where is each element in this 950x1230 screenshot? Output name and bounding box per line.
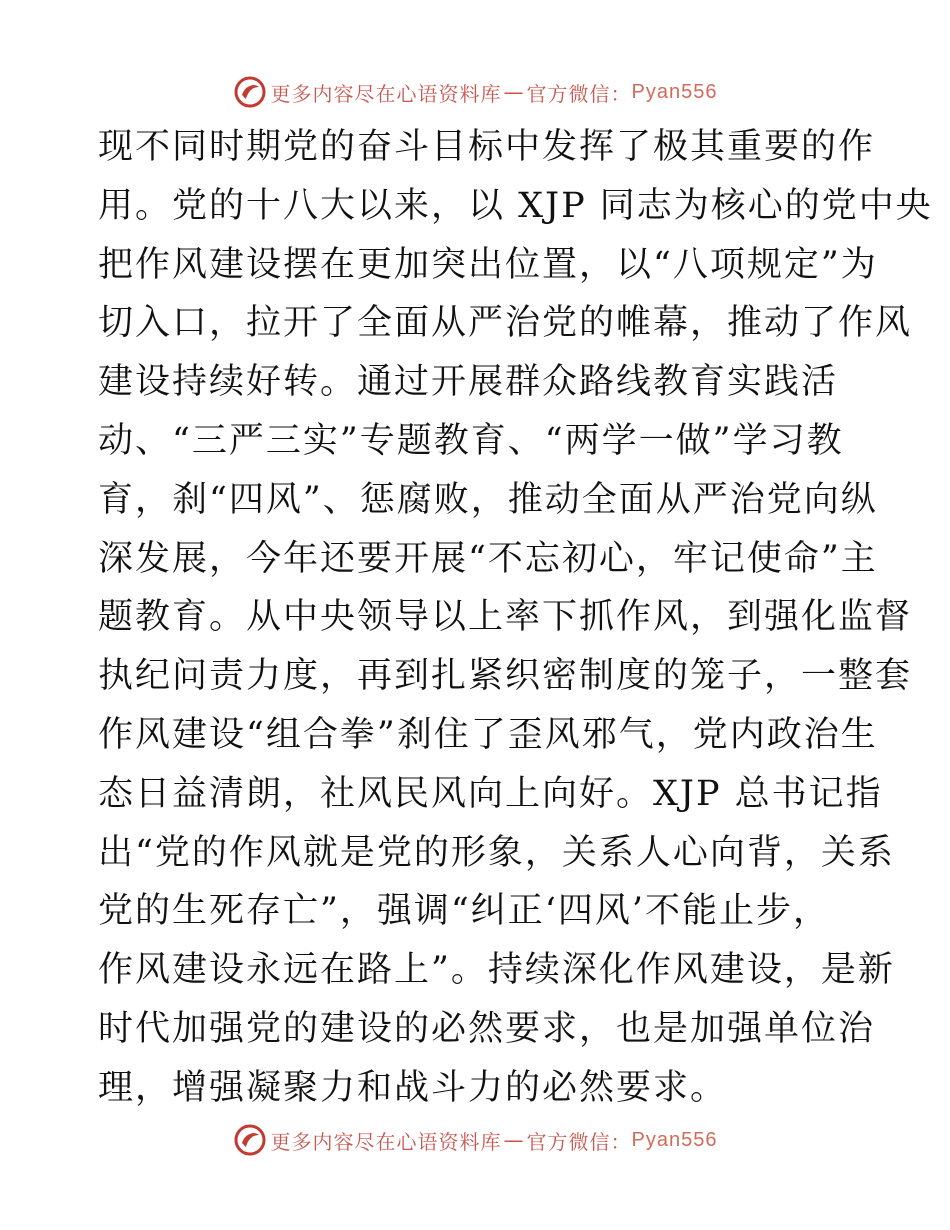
text-line: 出“党的作风就是党的形象，关系人心向背，关系 (98, 832, 895, 873)
text-line: 作风建设永远在路上”。持续深化作风建设，是新 (98, 950, 895, 991)
text-line: 时代加强党的建设的必然要求，也是加强单位治 (98, 1008, 876, 1049)
text-line: 动、“三严三实”专题教育、“两学一做”学习教 (98, 420, 844, 461)
text-line: 建设持续好转。通过开展群众路线教育实践活 (98, 362, 839, 403)
logo-icon (233, 75, 267, 109)
text-line: 态日益清朗，社风民风向上向好。XJP 总书记指 (98, 773, 883, 814)
text-line: 题教育。从中央领导以上率下抓作风，到强化监督 (98, 597, 913, 638)
banner-text: 更多内容尽在心语资料库 (270, 1129, 502, 1154)
text-line: 把作风建设摆在更加突出位置，以“八项规定”为 (98, 244, 878, 285)
banner-separator: — (503, 1128, 525, 1152)
text-line: 作风建设“组合拳”刹住了歪风邪气，党内政治生 (98, 714, 878, 755)
wechat-id: Pyan556 (631, 80, 718, 103)
banner-text: 更多内容尽在心语资料库 (270, 81, 502, 106)
text-line: 党的生死存亡”，强调“纠正‘四风’不能止步， (98, 891, 831, 932)
body-paragraph (98, 118, 933, 1118)
wechat-label: 官方微信： (526, 1129, 632, 1154)
text-line: 现不同时期党的奋斗目标中发挥了极其重要的作 (98, 127, 876, 167)
text-line: 用。党的十八大以来，以 XJP 同志为核心的党中央 (98, 185, 933, 226)
footer-banner (0, 1120, 950, 1160)
wechat-id: Pyan556 (631, 1128, 718, 1151)
text-line: 理，增强凝聚力和战斗力的必然要求。 (98, 1067, 728, 1108)
text-line: 育，刹“四风”、惩腐败，推动全面从严治党向纵 (98, 479, 878, 520)
header-banner (0, 72, 950, 112)
text-line: 执纪问责力度，再到扎紧织密制度的笼子，一整套 (98, 656, 913, 697)
banner-separator: — (503, 80, 525, 104)
text-line: 深发展，今年还要开展“不忘初心，牢记使命”主 (98, 538, 878, 579)
wechat-label: 官方微信： (526, 81, 632, 106)
text-line: 切入口，拉开了全面从严治党的帷幕，推动了作风 (98, 303, 913, 344)
logo-icon (233, 1123, 267, 1157)
